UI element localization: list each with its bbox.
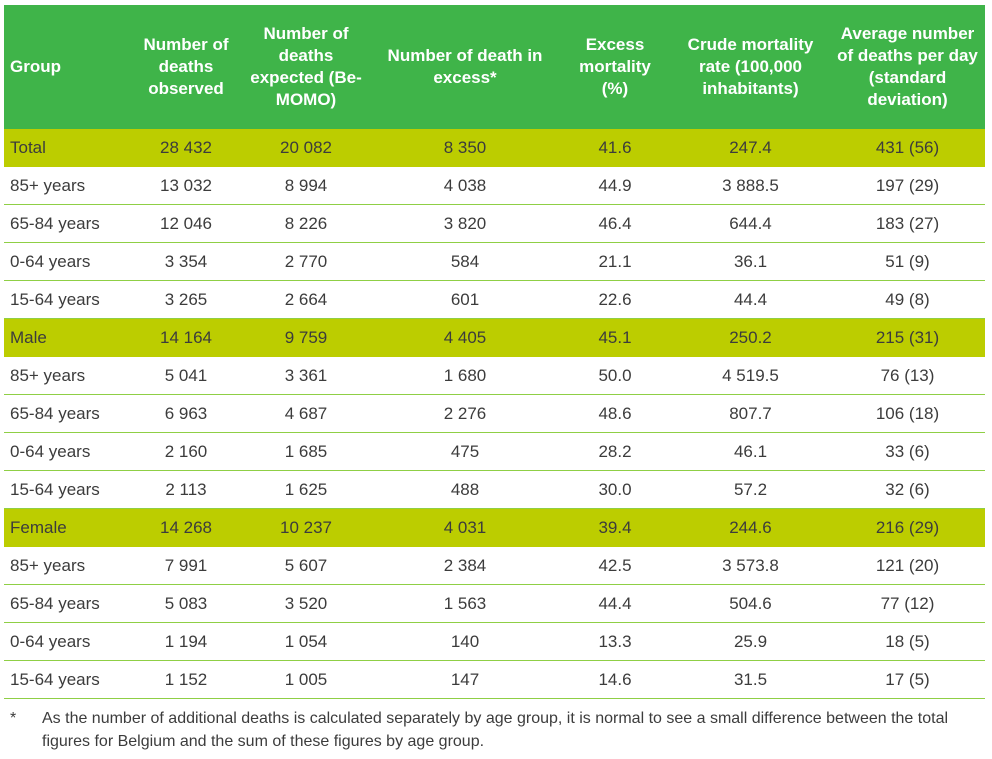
cell-crude-mortality-rate: 44.4 [671, 281, 830, 319]
cell-deaths-expected: 5 607 [241, 547, 371, 585]
cell-crude-mortality-rate: 244.6 [671, 509, 830, 547]
table-row [4, 623, 985, 661]
cell-average-deaths-per-day: 49 (8) [830, 281, 985, 319]
header-excess-mortality: Excess mortality (%) [559, 5, 671, 129]
cell-crude-mortality-rate: 807.7 [671, 395, 830, 433]
cell-deaths-expected: 1 005 [241, 661, 371, 699]
header-deaths-expected: Number of deaths expected (Be-MOMO) [241, 5, 371, 129]
cell-group: 85+ years [4, 547, 131, 585]
cell-deaths-observed: 1 194 [131, 623, 241, 661]
cell-crude-mortality-rate: 25.9 [671, 623, 830, 661]
header-average-deaths-per-day: Average number of deaths per day (standard deviation) [830, 5, 985, 129]
cell-crude-mortality-rate: 3 573.8 [671, 547, 830, 585]
cell-deaths-excess: 140 [371, 623, 559, 661]
table-row [4, 433, 985, 471]
cell-average-deaths-per-day: 215 (31) [830, 319, 985, 357]
table-row [4, 281, 985, 319]
cell-group: 65-84 years [4, 395, 131, 433]
cell-crude-mortality-rate: 31.5 [671, 661, 830, 699]
table-row [4, 395, 985, 433]
cell-average-deaths-per-day: 51 (9) [830, 243, 985, 281]
cell-deaths-observed: 12 046 [131, 205, 241, 243]
cell-deaths-expected: 1 054 [241, 623, 371, 661]
cell-deaths-observed: 5 041 [131, 357, 241, 395]
table-row [4, 585, 985, 623]
cell-deaths-excess: 4 405 [371, 319, 559, 357]
cell-deaths-observed: 3 354 [131, 243, 241, 281]
cell-group: 65-84 years [4, 205, 131, 243]
cell-excess-mortality: 44.4 [559, 585, 671, 623]
cell-deaths-expected: 2 664 [241, 281, 371, 319]
cell-deaths-excess: 8 350 [371, 129, 559, 167]
cell-deaths-expected: 4 687 [241, 395, 371, 433]
cell-average-deaths-per-day: 431 (56) [830, 129, 985, 167]
cell-deaths-excess: 2 276 [371, 395, 559, 433]
cell-deaths-excess: 1 680 [371, 357, 559, 395]
cell-deaths-observed: 2 160 [131, 433, 241, 471]
cell-excess-mortality: 28.2 [559, 433, 671, 471]
table-row [4, 471, 985, 509]
cell-excess-mortality: 50.0 [559, 357, 671, 395]
header-deaths-observed: Number of deaths observed [131, 5, 241, 129]
cell-deaths-observed: 13 032 [131, 167, 241, 205]
cell-excess-mortality: 39.4 [559, 509, 671, 547]
cell-deaths-expected: 3 361 [241, 357, 371, 395]
cell-deaths-expected: 20 082 [241, 129, 371, 167]
cell-deaths-expected: 3 520 [241, 585, 371, 623]
table-header-row [4, 5, 985, 129]
cell-group: 15-64 years [4, 471, 131, 509]
cell-average-deaths-per-day: 18 (5) [830, 623, 985, 661]
cell-excess-mortality: 21.1 [559, 243, 671, 281]
cell-excess-mortality: 46.4 [559, 205, 671, 243]
cell-crude-mortality-rate: 247.4 [671, 129, 830, 167]
cell-group: 0-64 years [4, 243, 131, 281]
table-group-row [4, 319, 985, 357]
cell-crude-mortality-rate: 644.4 [671, 205, 830, 243]
cell-excess-mortality: 41.6 [559, 129, 671, 167]
cell-average-deaths-per-day: 183 (27) [830, 205, 985, 243]
cell-deaths-excess: 601 [371, 281, 559, 319]
cell-crude-mortality-rate: 4 519.5 [671, 357, 830, 395]
table-group-row [4, 129, 985, 167]
cell-deaths-expected: 1 685 [241, 433, 371, 471]
table-row [4, 547, 985, 585]
cell-group: 65-84 years [4, 585, 131, 623]
cell-deaths-expected: 2 770 [241, 243, 371, 281]
table-row [4, 205, 985, 243]
cell-excess-mortality: 42.5 [559, 547, 671, 585]
cell-deaths-excess: 2 384 [371, 547, 559, 585]
cell-crude-mortality-rate: 46.1 [671, 433, 830, 471]
cell-deaths-excess: 475 [371, 433, 559, 471]
cell-deaths-excess: 4 038 [371, 167, 559, 205]
cell-average-deaths-per-day: 197 (29) [830, 167, 985, 205]
cell-excess-mortality: 44.9 [559, 167, 671, 205]
cell-average-deaths-per-day: 33 (6) [830, 433, 985, 471]
footnote-marker: * [10, 710, 17, 727]
table-row [4, 661, 985, 699]
cell-average-deaths-per-day: 77 (12) [830, 585, 985, 623]
cell-excess-mortality: 22.6 [559, 281, 671, 319]
table-row [4, 357, 985, 395]
cell-group: 15-64 years [4, 281, 131, 319]
header-deaths-excess: Number of death in excess* [371, 5, 559, 129]
cell-crude-mortality-rate: 57.2 [671, 471, 830, 509]
cell-deaths-excess: 584 [371, 243, 559, 281]
cell-deaths-observed: 1 152 [131, 661, 241, 699]
cell-deaths-excess: 1 563 [371, 585, 559, 623]
footnote-text: As the number of additional deaths is calculated separately by age group, it is normal to see a small difference between the total figures for Belgium and the sum of these figures by age group. [42, 710, 949, 750]
header-crude-mortality-rate: Crude mortality rate (100,000 inhabitants) [671, 5, 830, 129]
cell-deaths-expected: 1 625 [241, 471, 371, 509]
cell-excess-mortality: 45.1 [559, 319, 671, 357]
cell-group: Total [4, 129, 131, 167]
cell-group: Female [4, 509, 131, 547]
cell-crude-mortality-rate: 504.6 [671, 585, 830, 623]
cell-average-deaths-per-day: 106 (18) [830, 395, 985, 433]
cell-average-deaths-per-day: 76 (13) [830, 357, 985, 395]
cell-group: Male [4, 319, 131, 357]
cell-average-deaths-per-day: 17 (5) [830, 661, 985, 699]
cell-deaths-expected: 8 994 [241, 167, 371, 205]
mortality-table [4, 5, 985, 699]
table-row [4, 167, 985, 205]
cell-deaths-expected: 10 237 [241, 509, 371, 547]
cell-excess-mortality: 30.0 [559, 471, 671, 509]
cell-group: 85+ years [4, 167, 131, 205]
cell-deaths-excess: 4 031 [371, 509, 559, 547]
cell-crude-mortality-rate: 3 888.5 [671, 167, 830, 205]
table-row [4, 243, 985, 281]
cell-deaths-observed: 7 991 [131, 547, 241, 585]
cell-group: 85+ years [4, 357, 131, 395]
cell-crude-mortality-rate: 36.1 [671, 243, 830, 281]
table-group-row [4, 509, 985, 547]
cell-deaths-excess: 488 [371, 471, 559, 509]
cell-deaths-observed: 3 265 [131, 281, 241, 319]
cell-excess-mortality: 48.6 [559, 395, 671, 433]
cell-excess-mortality: 13.3 [559, 623, 671, 661]
cell-deaths-expected: 9 759 [241, 319, 371, 357]
cell-average-deaths-per-day: 216 (29) [830, 509, 985, 547]
cell-deaths-observed: 5 083 [131, 585, 241, 623]
cell-crude-mortality-rate: 250.2 [671, 319, 830, 357]
cell-average-deaths-per-day: 121 (20) [830, 547, 985, 585]
table-body [4, 129, 985, 699]
cell-excess-mortality: 14.6 [559, 661, 671, 699]
cell-average-deaths-per-day: 32 (6) [830, 471, 985, 509]
cell-group: 0-64 years [4, 433, 131, 471]
cell-deaths-observed: 6 963 [131, 395, 241, 433]
cell-group: 0-64 years [4, 623, 131, 661]
cell-deaths-expected: 8 226 [241, 205, 371, 243]
cell-deaths-observed: 28 432 [131, 129, 241, 167]
cell-deaths-observed: 14 164 [131, 319, 241, 357]
header-group: Group [4, 5, 131, 129]
cell-deaths-observed: 14 268 [131, 509, 241, 547]
cell-group: 15-64 years [4, 661, 131, 699]
cell-deaths-excess: 147 [371, 661, 559, 699]
cell-deaths-observed: 2 113 [131, 471, 241, 509]
cell-deaths-excess: 3 820 [371, 205, 559, 243]
